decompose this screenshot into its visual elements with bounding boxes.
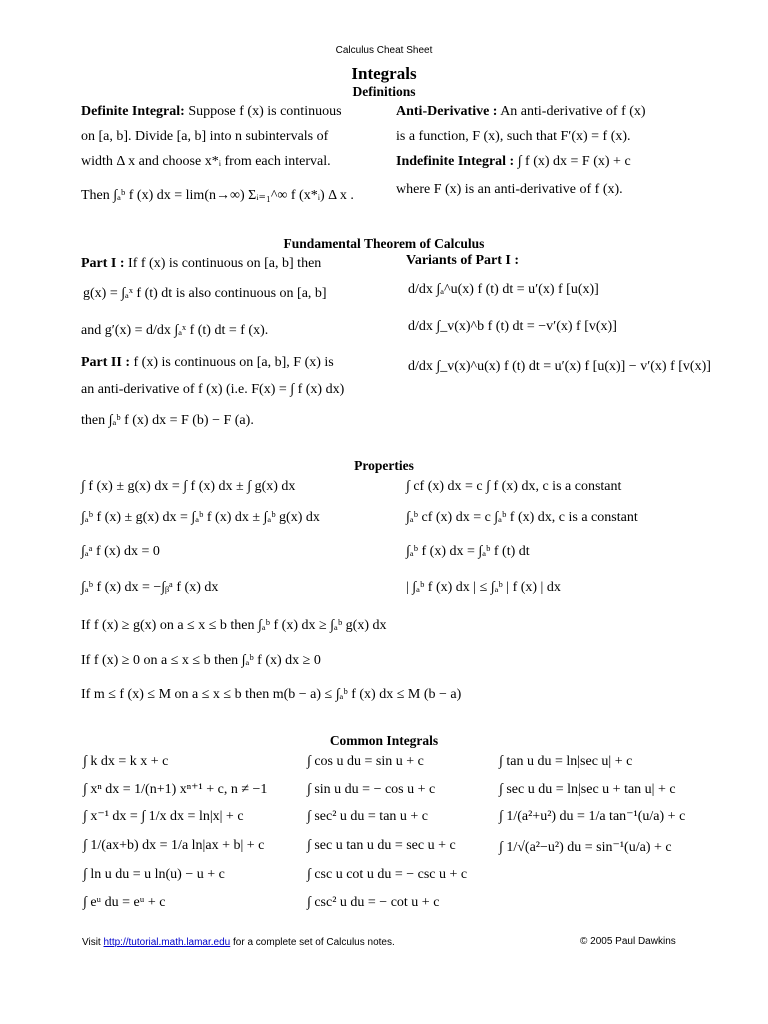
common-col3-2: ∫ sec u du = ln|sec u + tan u| + c (499, 782, 676, 797)
property-right-3: ∫ₐᵇ f (x) dx = ∫ₐᵇ f (t) dt (406, 544, 530, 559)
anti-derivative-line-2: is a function, F (x), such that F′(x) = f (x). (396, 129, 631, 144)
property-left-4: ∫ₐᵇ f (x) dx = −∫ᵦᵃ f (x) dx (81, 580, 219, 595)
property-right-2: ∫ₐᵇ cf (x) dx = c ∫ₐᵇ f (x) dx, c is a constant (406, 510, 638, 525)
common-col3-3: ∫ 1/(a²+u²) du = 1/a tan⁻¹(u/a) + c (499, 809, 686, 824)
properties-heading: Properties (354, 458, 414, 473)
indefinite-integral-where: where F (x) is an anti-derivative of f (x). (396, 182, 623, 197)
ftc-part2-line-1: Part II : f (x) is continuous on [a, b], F (x) is (81, 355, 334, 370)
ftc-part1-line-1: Part I : If f (x) is continuous on [a, b] then (81, 256, 322, 271)
common-col3-1: ∫ tan u du = ln|sec u| + c (499, 754, 633, 769)
definitions-heading: Definitions (352, 84, 416, 99)
definite-integral-line-4: Then ∫ₐᵇ f (x) dx = lim(n→∞) Σᵢ₌₁^∞ f (x*ᵢ) Δ x . (81, 188, 354, 203)
common-col2-3: ∫ sec² u du = tan u + c (307, 809, 429, 824)
property-left-3: ∫ₐᵃ f (x) dx = 0 (81, 544, 160, 559)
ftc-variants-label: Variants of Part I : (406, 253, 520, 268)
property-full-1: If f (x) ≥ g(x) on a ≤ x ≤ b then ∫ₐᵇ f (x) dx ≥ ∫ₐᵇ g(x) dx (81, 618, 387, 633)
common-col1-2: ∫ xⁿ dx = 1/(n+1) xⁿ⁺¹ + c, n ≠ −1 (83, 782, 268, 797)
common-col2-2: ∫ sin u du = − cos u + c (307, 782, 436, 797)
ftc-part1-label: Part I : (81, 256, 125, 271)
common-col2-1: ∫ cos u du = sin u + c (307, 754, 424, 769)
indefinite-integral-label: Indefinite Integral : (396, 154, 515, 169)
copyright: © 2005 Paul Dawkins (580, 936, 676, 947)
property-full-2: If f (x) ≥ 0 on a ≤ x ≤ b then ∫ₐᵇ f (x) dx ≥ 0 (81, 653, 321, 668)
property-left-1: ∫ f (x) ± g(x) dx = ∫ f (x) dx ± ∫ g(x) dx (81, 479, 296, 494)
ftc-part1-line-2: g(x) = ∫ₐˣ f (t) dt is also continuous on [a, b] (83, 286, 327, 301)
definite-integral-label: Definite Integral: (81, 104, 185, 119)
common-col1-3: ∫ x⁻¹ dx = ∫ 1/x dx = ln|x| + c (83, 809, 244, 824)
common-col3-4: ∫ 1/√(a²−u²) du = sin⁻¹(u/a) + c (499, 840, 672, 855)
common-col2-6: ∫ csc² u du = − cot u + c (307, 895, 440, 910)
property-right-4: | ∫ₐᵇ f (x) dx | ≤ ∫ₐᵇ | f (x) | dx (406, 580, 561, 595)
common-col1-6: ∫ eᵘ du = eᵘ + c (83, 895, 166, 910)
ftc-part2-line-3: then ∫ₐᵇ f (x) dx = F (b) − F (a). (81, 413, 254, 428)
anti-derivative-line-1: Anti-Derivative : An anti-derivative of f (x) (396, 104, 646, 119)
page-title: Integrals (351, 64, 417, 83)
footer-note: Visit http://tutorial.math.lamar.edu for a complete set of Calculus notes. (82, 937, 395, 948)
ftc-heading: Fundamental Theorem of Calculus (283, 236, 485, 251)
common-col1-1: ∫ k dx = k x + c (83, 754, 169, 769)
property-right-1: ∫ cf (x) dx = c ∫ f (x) dx, c is a constant (406, 479, 622, 494)
indefinite-integral-line: Indefinite Integral : ∫ f (x) dx = F (x) + c (396, 154, 631, 169)
property-full-3: If m ≤ f (x) ≤ M on a ≤ x ≤ b then m(b − a) ≤ ∫ₐᵇ f (x) dx ≤ M (b − a) (81, 687, 462, 702)
common-col1-5: ∫ ln u du = u ln(u) − u + c (83, 867, 225, 882)
definite-integral-line-1: Definite Integral: Suppose f (x) is continuous (81, 104, 342, 119)
ftc-part2-label: Part II : (81, 355, 130, 370)
property-left-2: ∫ₐᵇ f (x) ± g(x) dx = ∫ₐᵇ f (x) dx ± ∫ₐᵇ g(x) dx (81, 510, 320, 525)
sheet-header: Calculus Cheat Sheet (335, 45, 433, 56)
ftc-variant-1: d/dx ∫ₐ^u(x) f (t) dt = u′(x) f [u(x)] (408, 282, 599, 297)
ftc-variant-3: d/dx ∫_v(x)^u(x) f (t) dt = u′(x) f [u(x)] − v′(x) f [v(x)] (408, 359, 711, 374)
common-col2-5: ∫ csc u cot u du = − csc u + c (307, 867, 468, 882)
ftc-part2-line-2: an anti-derivative of f (x) (i.e. F(x) = ∫ f (x) dx) (81, 382, 345, 397)
tutorial-link[interactable]: http://tutorial.math.lamar.edu (103, 937, 231, 948)
anti-derivative-label: Anti-Derivative : (396, 104, 498, 119)
common-integrals-heading: Common Integrals (329, 733, 439, 748)
definite-integral-line-3: width Δ x and choose x*ᵢ from each interval. (81, 154, 331, 169)
common-col1-4: ∫ 1/(ax+b) dx = 1/a ln|ax + b| + c (83, 838, 265, 853)
common-col2-4: ∫ sec u tan u du = sec u + c (307, 838, 456, 853)
ftc-part1-line-3: and g′(x) = d/dx ∫ₐˣ f (t) dt = f (x). (81, 323, 269, 338)
ftc-variant-2: d/dx ∫_v(x)^b f (t) dt = −v′(x) f [v(x)] (408, 319, 617, 334)
definite-integral-line-2: on [a, b]. Divide [a, b] into n subintervals of (81, 129, 329, 144)
